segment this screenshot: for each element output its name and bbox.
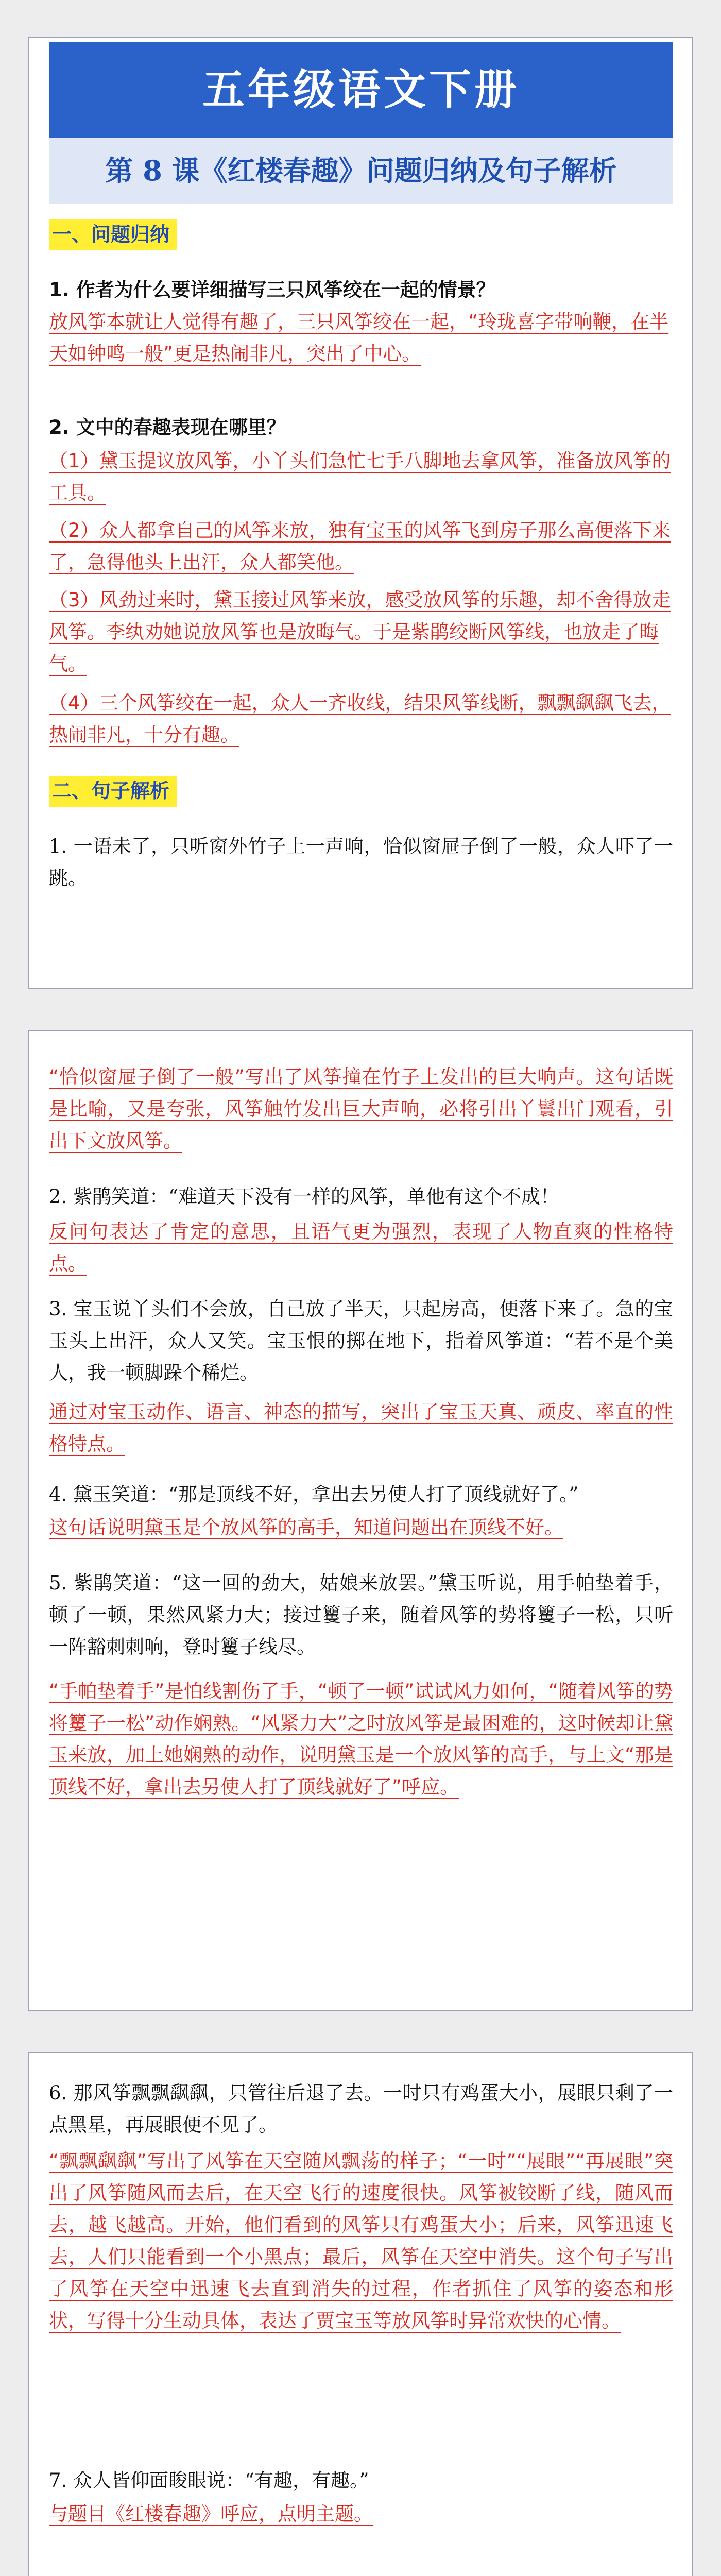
sentence-7-analysis: 与题目《红楼春趣》呼应，点明主题。 [49,2503,373,2525]
sentence-3-analysis: 通过对宝玉动作、语言、神态的描写，突出了宝玉天真、顽皮、率直的性格特点。 [49,1401,673,1455]
sentence-4: 4. 黛玉笑道：“那是顶线不好，拿出去另使人打了顶线就好了。” [49,1483,579,1505]
sentence-6-analysis: “飘飘飖飖”写出了风筝在天空随风飘荡的样子；“一时”“展眼”“再展眼”突出了风筝随风而去后，在天空飞行的速度很快。风筝被铰断了线，随风而去，越飞越高。开始，他们看到的风筝只有鸡蛋大小；后来，风筝迅速飞去，人们只能看到一个小黑点；最后，风筝在天空中消失。这个句子写出了风筝在天空中迅速飞去直到消失的过程，作者抓住了风筝的姿态和形状，写得十分生动具体，表达了贾宝玉等放风筝时异常欢快的心情。 [49,2150,673,2332]
sentence-7: 7. 众人皆仰面睃眼说：“有趣，有趣。” [49,2469,369,2492]
page-3 [28,2052,693,2576]
page-1 [28,37,693,989]
section-label-sentences: 二、句子解析 [49,776,177,807]
lesson-subtitle: 第 8 课《红楼春趣》问题归纳及句子解析 [49,138,673,204]
answer-2-item-1: （1）黛玉提议放风筝，小丫头们急忙七手八脚地去拿风筝，准备放风筝的工具。 [49,450,671,504]
answer-2-item-4: （4）三个风筝绞在一起，众人一齐收线，结果风筝线断，飘飘飖飖飞去，热闹非凡，十分有趣。 [49,692,671,746]
answer-2-item-2: （2）众人都拿自己的风筝来放，独有宝玉的风筝飞到房子那么高便落下来了，急得他头上出汗，众人都笑他。 [49,519,671,573]
sentence-6: 6. 那风筝飘飘飖飖，只管往后退了去。一时只有鸡蛋大小，展眼只剩了一点黑星，再展眼便不见了。 [49,2082,673,2136]
sentence-5: 5. 紫鹃笑道：“这一回的劲大，姑娘来放罢。”黛玉听说，用手帕垫着手，顿了一顿，果然风紧力大；接过籰子来，随着风筝的势将籰子一松，只听一阵豁刺刺响，登时籰子线尽。 [49,1572,673,1658]
answer-2-item-3: （3）风劲过来时，黛玉接过风筝来放，感受放风筝的乐趣，却不舍得放走风筝。李纨劝她说放风筝也是放晦气。于是紫鹃绞断风筝线，也放走了晦气。 [49,589,671,675]
sentence-3: 3. 宝玉说丫头们不会放，自己放了半天，只起房高，便落下来了。急的宝玉头上出汗，众人又笑。宝玉恨的掷在地下，指着风筝道：“若不是个美人，我一顿脚跺个稀烂。 [49,1298,673,1384]
sentence-2: 2. 紫鹃笑道：“难道天下没有一样的风筝，单他有这个不成！ [49,1185,559,1208]
section-label-questions: 一、问题归纳 [49,219,177,250]
sentence-1: 1. 一语未了，只听窗外竹子上一声响，恰似窗屉子倒了一般，众人吓了一跳。 [49,835,673,889]
page-2 [28,1030,693,2011]
sentence-1-analysis: “恰似窗屉子倒了一般”写出了风筝撞在竹子上发出的巨大响声。这句话既是比喻，又是夸张，风筝触竹发出巨大声响，必将引出丫鬟出门观看，引出下文放风筝。 [49,1066,673,1152]
answer-1: 放风筝本就让人觉得有趣了，三只风筝绞在一起，“玲珑喜字带响鞭，在半天如钟鸣一般”更是热闹非凡，突出了中心。 [49,311,669,365]
question-2: 2. 文中的春趣表现在哪里？ [49,416,286,438]
sentence-2-analysis: 反问句表达了肯定的意思，且语气更为强烈，表现了人物直爽的性格特点。 [49,1221,673,1275]
sentence-4-analysis: 这句话说明黛玉是个放风筝的高手，知道问题出在顶线不好。 [49,1516,563,1538]
sentence-5-analysis: “手帕垫着手”是怕线割伤了手，“顿了一顿”试试风力如何，“随着风筝的势将籰子一松”动作娴熟。“风紧力大”之时放风筝是最困难的，这时候却让黛玉来放，加上她娴熟的动作，说明黛玉是一个放风筝的高手，与上文“那是顶线不好，拿出去另使人打了顶线就好了”呼应。 [49,1680,673,1798]
page-title: 五年级语文下册 [49,42,673,138]
question-1: 1. 作者为什么要详细描写三只风筝绞在一起的情景？ [49,279,495,301]
